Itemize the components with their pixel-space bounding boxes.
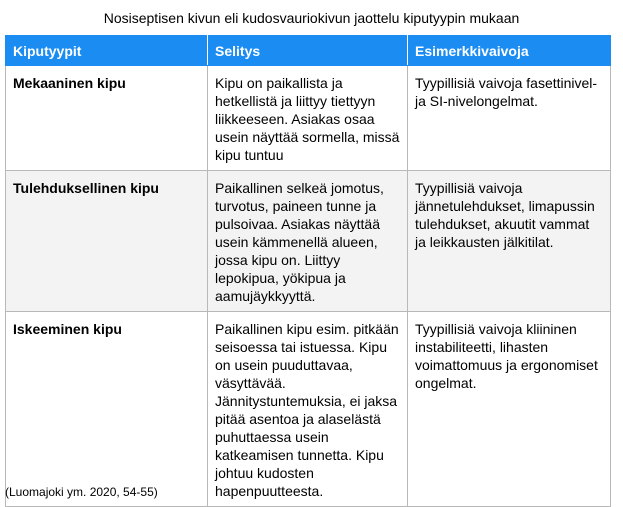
cell-examples: Tyypillisiä vaivoja jännetulehdukset, limapussin tulehdukset, akuutit vammat ja leikkausten jälkitilat. [408, 171, 611, 312]
table-header-row [6, 36, 611, 66]
table-title: Nosiseptisen kivun eli kudosvauriokivun jaottelu kiputyypin mukaan [103, 10, 520, 26]
cell-pain-type: Tulehduksellinen kipu [6, 171, 208, 312]
column-header-pain-type: Kiputyypit [6, 36, 208, 66]
cell-examples: Tyypillisiä vaivoja fasettinivel- ja SI-nivelongelmat. [408, 66, 611, 171]
column-header-examples: Esimerkkivaivoja [408, 36, 611, 66]
table-row [6, 312, 611, 507]
source-citation: (Luomajoki ym. 2020, 54-55) [5, 485, 158, 499]
table-row [6, 171, 611, 312]
cell-pain-type: Mekaaninen kipu [6, 66, 208, 171]
pain-type-table [5, 35, 611, 507]
cell-pain-type: Iskeeminen kipu [6, 312, 208, 507]
column-header-description: Selitys [208, 36, 408, 66]
cell-examples: Tyypillisiä vaivoja kliininen instabiliteetti, lihasten voimattomuus ja ergonomiset ongelmat. [408, 312, 611, 507]
cell-description: Kipu on paikallista ja hetkellistä ja liittyy tiettyyn liikkeeseen. Asiakas osaa usein näyttää sormella, missä kipu tuntuu [208, 66, 408, 171]
cell-description: Paikallinen selkeä jomotus, turvotus, paineen tunne ja pulsoivaa. Asiakas näyttää usein kämmenellä alueen, jossa kipu on. Liittyy lepokipua, yökipua ja aamujäykkyyttä. [208, 171, 408, 312]
cell-description: Paikallinen kipu esim. pitkään seisoessa tai istuessa. Kipu on usein puuduttavaa, väsyttävää. Jännitystuntemuksia, ei jaksa pitää asentoa ja alaselästä puhuttaessa usein katkeamisen tunnetta. Kipu johtuu kudosten hapenpuutteesta. [208, 312, 408, 507]
table-row [6, 66, 611, 171]
